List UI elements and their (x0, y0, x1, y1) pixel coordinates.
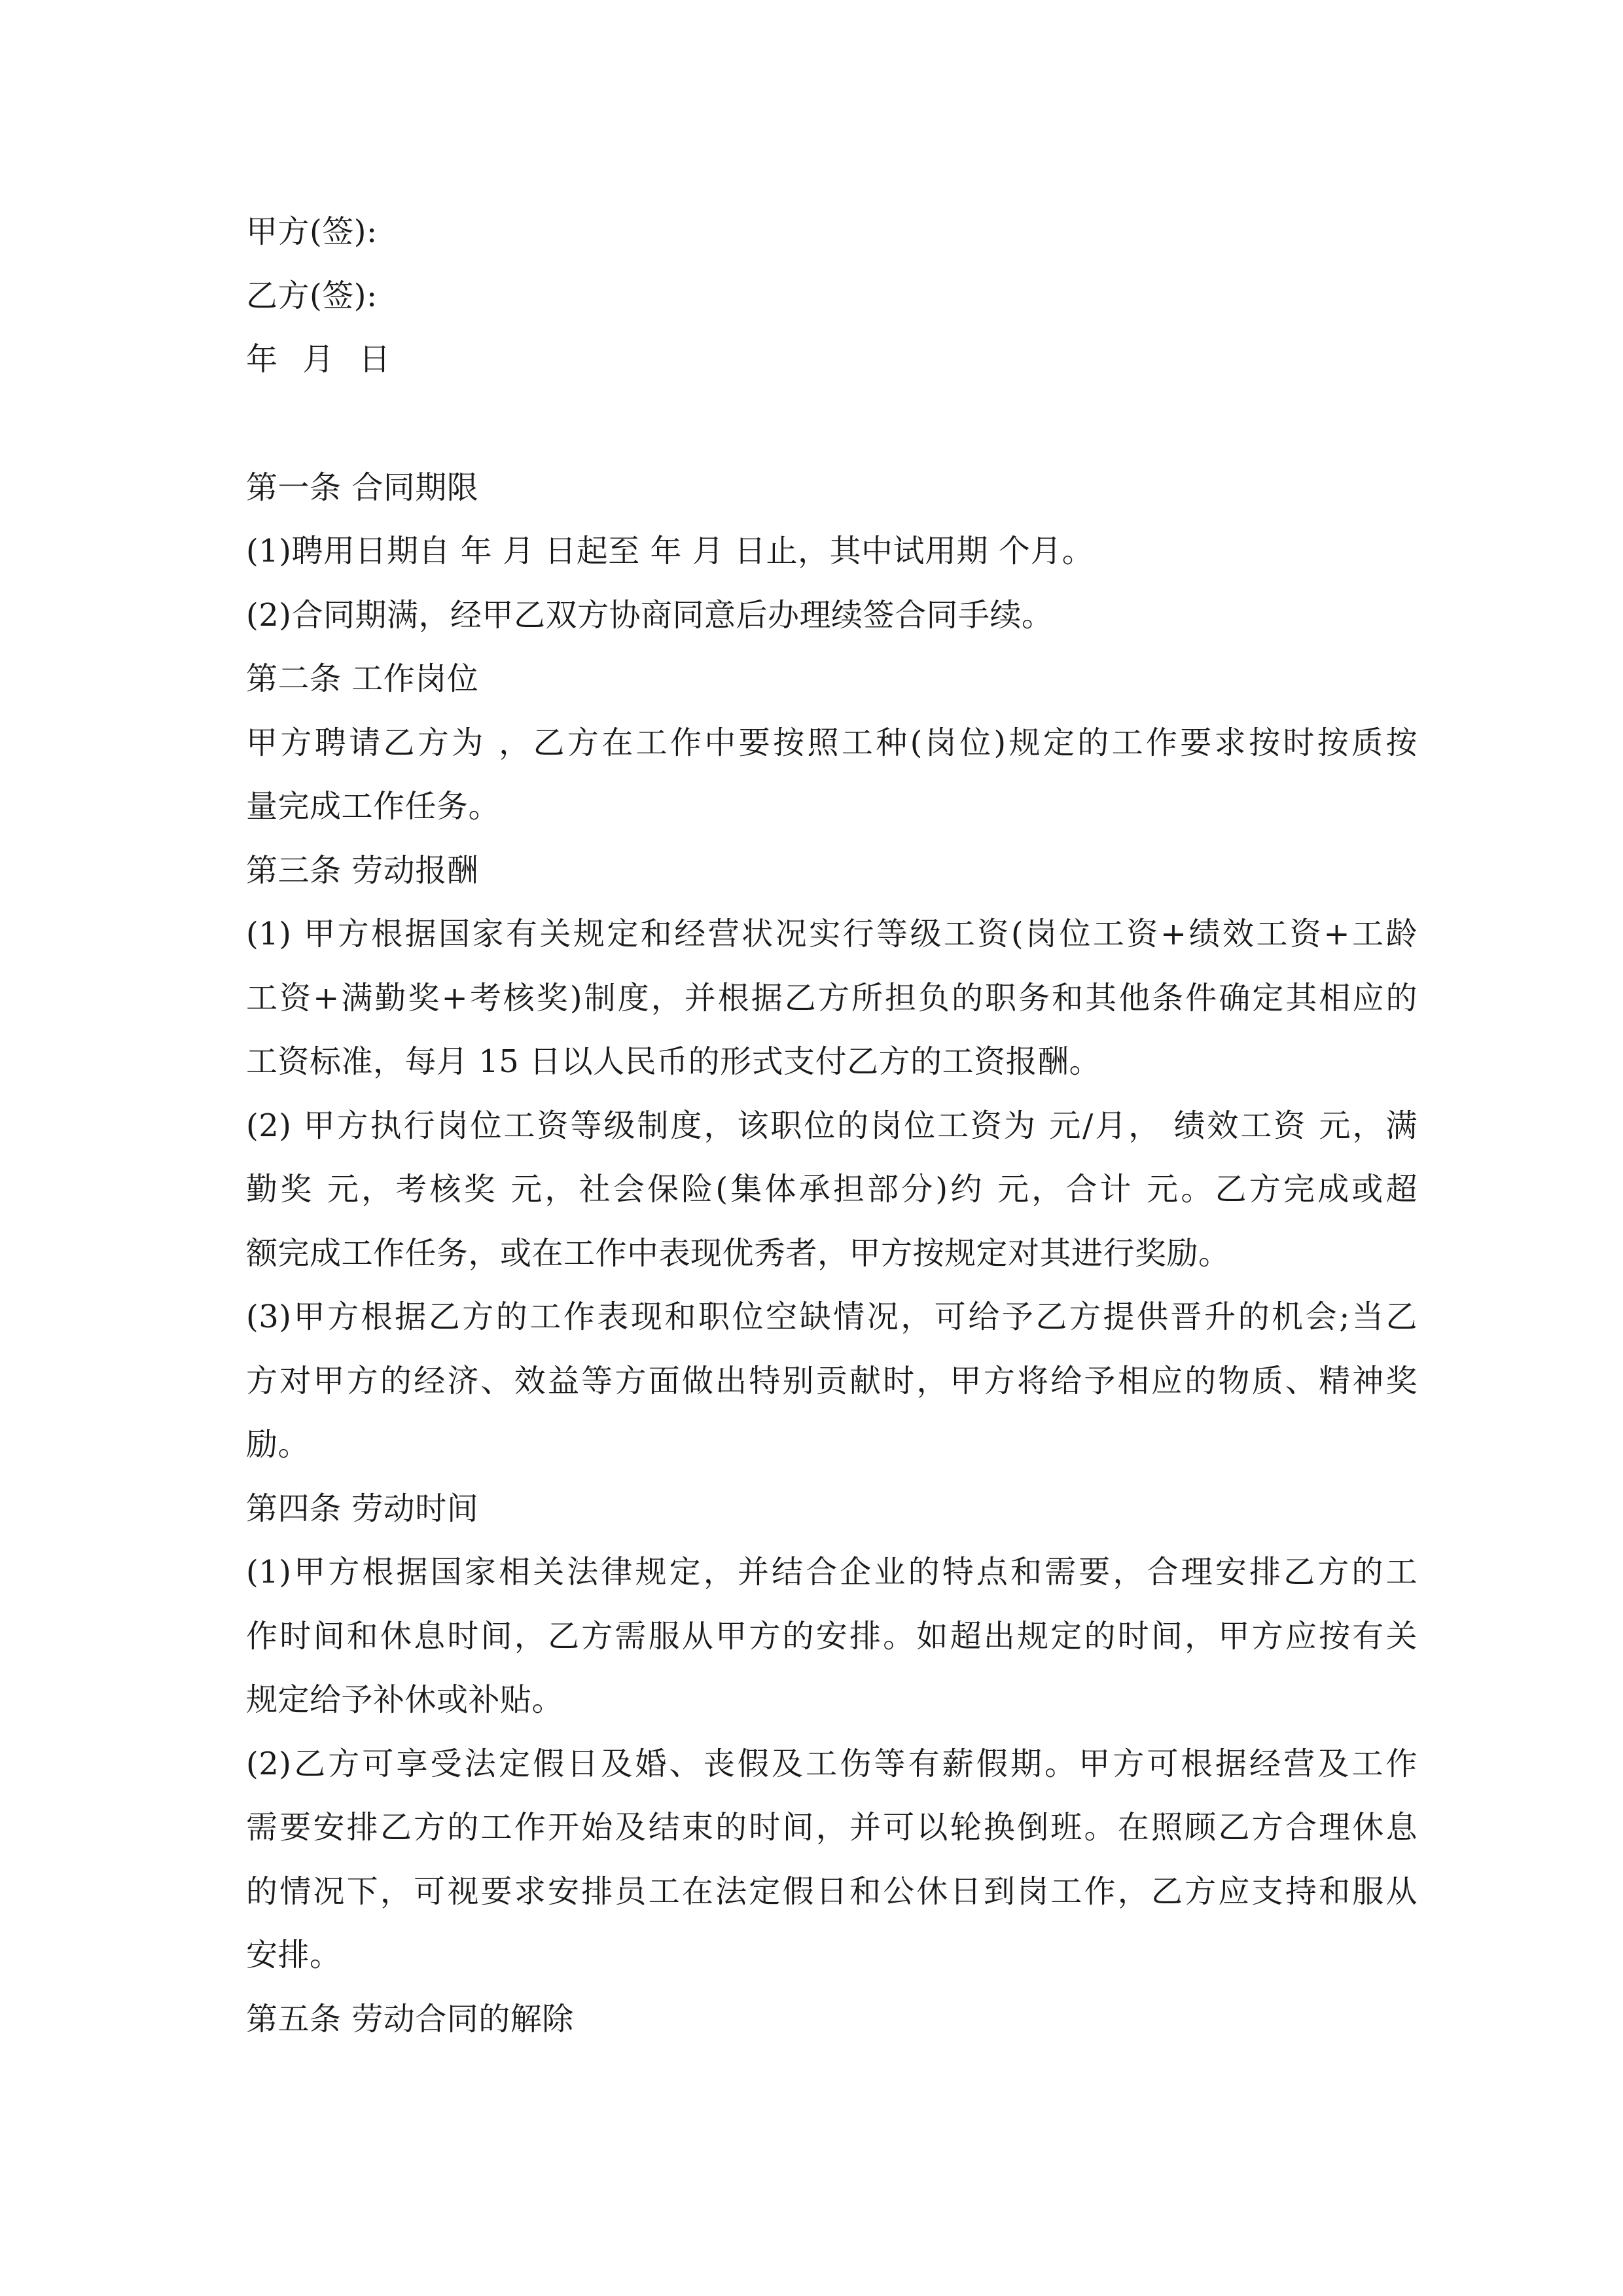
text-line: (2)合同期满，经甲乙双方协商同意后办理续签合同手续。 (246, 596, 1054, 634)
text-line: 第三条 劳动报酬 (246, 852, 479, 889)
text-line: 需要安排乙方的工作开始及结束的时间，并可以轮换倒班。在照顾乙方合理休息 (246, 1809, 1418, 1846)
text-line: 第一条 合同期限 (246, 469, 479, 506)
text-line: (1) 甲方根据国家有关规定和经营状况实行等级工资(岗位工资+绩效工资+工龄 (246, 916, 1418, 952)
text-line: 额完成工作任务，或在工作中表现优秀者，甲方按规定对其进行奖励。 (246, 1234, 1230, 1272)
text-line: 安排。 (246, 1937, 342, 1973)
text-line: (2) 甲方执行岗位工资等级制度，该职位的岗位工资为 元/月， 绩效工资 元，满 (246, 1107, 1418, 1144)
text-line: 工资标准，每月 15 日以人民币的形式支付乙方的工资报酬。 (246, 1043, 1101, 1080)
text-line: (2)乙方可享受法定假日及婚、丧假及工伤等有薪假期。甲方可根据经营及工作 (246, 1745, 1418, 1782)
text-line: 甲方聘请乙方为 ，乙方在工作中要按照工种(岗位)规定的工作要求按时按质按 (246, 724, 1418, 761)
text-line: 第五条 劳动合同的解除 (246, 2000, 574, 2037)
text-line: (1)聘用日期自 年 月 日起至 年 月 日止，其中试用期 个月。 (246, 533, 1094, 569)
party-a-signature-line: 甲方(签): (246, 213, 378, 250)
text-line: 第四条 劳动时间 (246, 1490, 479, 1527)
text-line: 作时间和休息时间，乙方需服从甲方的安排。如超出规定的时间，甲方应按有关 (246, 1617, 1418, 1655)
text-line: 的情况下，可视要求安排员工在法定假日和公休日到岗工作，乙方应支持和服从 (246, 1873, 1418, 1910)
text-line: (1)甲方根据国家相关法律规定，并结合企业的特点和需要，合理安排乙方的工 (246, 1554, 1418, 1590)
text-line: 励。 (246, 1426, 310, 1463)
text-line: 勤奖 元，考核奖 元，社会保险(集体承担部分)约 元，合计 元。乙方完成或超 (246, 1171, 1418, 1208)
party-b-signature-line: 乙方(签): (246, 277, 378, 314)
signature-date-line: 年 月 日 (246, 341, 391, 378)
text-line: 规定给予补休或补贴。 (246, 1681, 564, 1718)
contract-text (246, 200, 1418, 2051)
text-line: (3)甲方根据乙方的工作表现和职位空缺情况，可给予乙方提供晋升的机会;当乙 (246, 1299, 1418, 1335)
text-line: 方对甲方的经济、效益等方面做出特别贡献时，甲方将给予相应的物质、精神奖 (246, 1362, 1418, 1399)
contract-body (246, 456, 1418, 2052)
text-line: 量完成工作任务。 (246, 788, 501, 825)
text-line: 工资+满勤奖+考核奖)制度，并根据乙方所担负的职务和其他条件确定其相应的 (246, 979, 1418, 1016)
text-line: 第二条 工作岗位 (246, 660, 479, 697)
section-gap (246, 392, 1418, 456)
